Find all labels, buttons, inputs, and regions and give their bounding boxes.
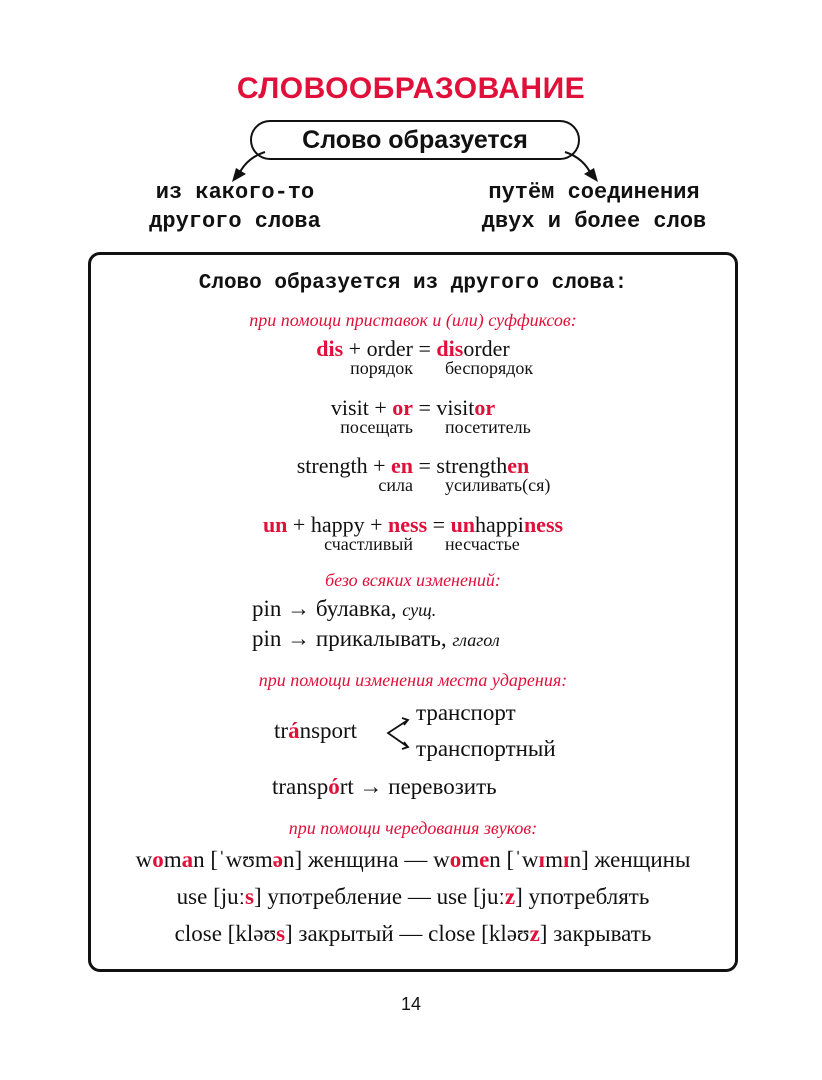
text-part: + order = <box>343 336 437 361</box>
highlight-part: ə <box>272 847 284 872</box>
translation-left: сила <box>378 475 413 495</box>
highlight-part: or <box>392 395 413 420</box>
text-part: happi <box>475 512 524 537</box>
nochange-row <box>252 626 500 652</box>
stress-meaning-3: перевозить <box>388 774 497 799</box>
text-part: + happy + <box>287 512 389 537</box>
highlight-part: ness <box>523 512 564 537</box>
branch-left-line2: другого слова <box>149 209 321 234</box>
translation-left: посещать <box>340 417 413 437</box>
stress-subheading: при помощи изменения места ударения: <box>258 670 568 690</box>
sound-row <box>88 921 738 947</box>
highlight-part: a <box>181 847 194 872</box>
affix-example <box>88 395 738 437</box>
translation-right: беспорядок <box>445 358 534 378</box>
branch-right <box>468 178 720 236</box>
text-part: m <box>163 847 182 872</box>
nochange-row <box>252 596 436 622</box>
highlight-part: s <box>245 884 254 909</box>
highlight-part: ó <box>328 774 340 799</box>
nochange-note: глагол <box>452 630 500 650</box>
arrow-icon: → <box>287 596 311 621</box>
text-part: n] женщина — w <box>283 847 450 872</box>
translation-left: порядок <box>350 358 413 378</box>
highlight-part: ɪ <box>563 847 570 872</box>
highlight-part: o <box>449 847 462 872</box>
text-part: ] закрывать <box>539 921 652 946</box>
text-part: m <box>545 847 563 872</box>
affix-example <box>88 336 738 378</box>
arrow-icon: → <box>359 774 383 799</box>
fork-arrow-icon <box>384 716 414 752</box>
text-part: strength + <box>296 453 391 478</box>
sound-row <box>88 847 738 873</box>
stress-row-2 <box>272 774 497 800</box>
text-part: use [juː <box>176 884 246 909</box>
highlight-part: un <box>262 512 288 537</box>
stress-meaning-2: транспортный <box>416 736 556 761</box>
nochange-meaning: булавка, <box>315 596 397 621</box>
nochange-word: pin <box>252 626 282 651</box>
page-title: СЛОВООБРАЗОВАНИЕ <box>236 72 586 105</box>
highlight-part: ness <box>388 512 428 537</box>
affix-example <box>88 453 738 495</box>
text-part: ] закрытый — close [kləʊ <box>285 921 530 946</box>
highlight-part: en <box>391 453 413 478</box>
text-part: n] женщины <box>569 847 691 872</box>
text-part: order <box>463 336 510 361</box>
sound-row <box>88 884 738 910</box>
pill-label: Слово образуется <box>250 120 580 160</box>
text-part: n [ˈwʊm <box>193 847 273 872</box>
text-part: ] употребление — use [juː <box>253 884 505 909</box>
highlight-part: z <box>529 921 540 946</box>
text-part: close [kləʊ <box>174 921 277 946</box>
text-part: = strength <box>413 453 508 478</box>
highlight-part: en <box>507 453 530 478</box>
page-number: 14 <box>400 994 422 1014</box>
text-part: visit + <box>330 395 393 420</box>
translation-right: посетитель <box>445 417 531 437</box>
highlight-part: ɪ <box>538 847 546 872</box>
highlight-part: o <box>152 847 164 872</box>
text-part: = visit <box>413 395 475 420</box>
highlight-part: s <box>276 921 286 946</box>
text-part: m <box>461 847 480 872</box>
nochange-meaning: прикалывать, <box>315 626 447 651</box>
branch-right-line1: путём соединения <box>488 180 700 205</box>
translation-right: усиливать(ся) <box>445 475 551 495</box>
nochange-word: pin <box>252 596 282 621</box>
translation-right: несчастье <box>445 534 520 554</box>
branch-left-line1: из какого-то <box>155 180 315 205</box>
affix-example <box>88 512 738 554</box>
arrow-icon: → <box>287 626 311 651</box>
highlight-part: e <box>479 847 490 872</box>
highlight-part: un <box>450 512 476 537</box>
text-part: n [ˈw <box>489 847 539 872</box>
text-part: transp <box>272 774 329 799</box>
highlight-part: or <box>474 395 496 420</box>
text-part: w <box>135 847 153 872</box>
translation-left: счастливый <box>324 534 413 554</box>
box-heading: Слово образуется из другого слова: <box>198 272 628 295</box>
highlight-part: dis <box>316 336 344 361</box>
branch-right-line2: двух и более слов <box>481 209 707 234</box>
stress-word-2 <box>272 774 354 799</box>
affix-subheading: при помощи приставок и (или) суффиксов: <box>249 310 577 330</box>
highlight-part: z <box>504 884 516 909</box>
text-part: rt <box>339 774 354 799</box>
branch-left <box>135 178 335 236</box>
stress-meaning-1: транспорт <box>416 700 516 725</box>
highlight-part: á <box>288 718 300 743</box>
text-part: = <box>427 512 451 537</box>
stress-word-1 <box>274 718 357 744</box>
text-part: ] употреблять <box>515 884 650 909</box>
sounds-subheading: при помощи чередования звуков: <box>288 818 538 838</box>
nochange-note: сущ. <box>402 600 437 620</box>
text-part: tr <box>274 718 289 743</box>
highlight-part: dis <box>436 336 464 361</box>
nochange-subheading: безо всяких изменений: <box>325 570 501 590</box>
text-part: nsport <box>299 718 358 743</box>
